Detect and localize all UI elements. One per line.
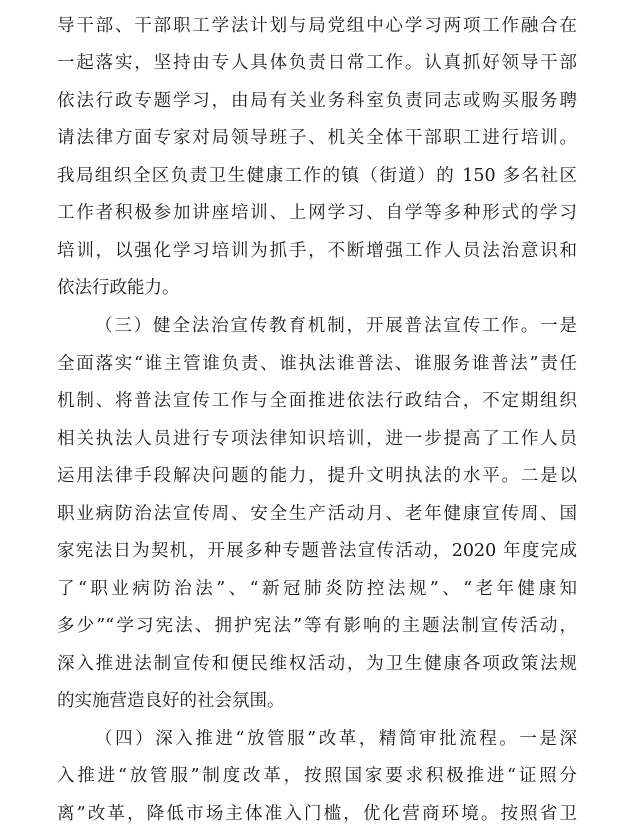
- text-line: 入推进“放管服”制度改革，按照国家要求积极推进“证照分: [57, 766, 577, 786]
- text-line: 工作者积极参加讲座培训、上网学习、自学等多种形式的学习: [57, 203, 577, 223]
- text-line: 我局组织全区负责卫生健康工作的镇（街道）的 150 多名社区: [57, 166, 577, 186]
- text-line: 深入推进法制宣传和便民维权活动，为卫生健康各项政策法规: [57, 654, 577, 674]
- paragraph-last-line: 依法行政能力。: [57, 278, 180, 298]
- section-heading-line: （四）深入推进“放管服”改革，精简审批流程。一是深: [95, 729, 577, 749]
- text-line: 一起落实，坚持由专人具体负责日常工作。认真抓好领导干部: [57, 53, 577, 73]
- text-line: 培训，以强化学习培训为抓手，不断增强工作人员法治意识和: [57, 241, 577, 261]
- text-line: 依法行政专题学习，由局有关业务科室负责同志或购买服务聘: [57, 91, 577, 111]
- text-line: 导干部、干部职工学法计划与局党组中心学习两项工作融合在: [57, 16, 577, 36]
- text-line: 相关执法人员进行专项法律知识培训，进一步提高了工作人员: [57, 429, 577, 449]
- text-line: 了“职业病防治法”、“新冠肺炎防控法规”、“老年健康知: [57, 579, 577, 599]
- text-line: 运用法律手段解决问题的能力，提升文明执法的水平。二是以: [57, 466, 577, 486]
- section-heading-line: （三）健全法治宣传教育机制，开展普法宣传工作。一是: [95, 316, 577, 336]
- text-line: 机制、将普法宣传工作与全面推进依法行政结合，不定期组织: [57, 391, 577, 411]
- text-line: 全面落实“谁主管谁负责、谁执法谁普法、谁服务谁普法”责任: [57, 354, 577, 374]
- text-line: 职业病防治法宣传周、安全生产活动月、老年健康宣传周、国: [57, 504, 577, 524]
- text-line: 多少”“学习宪法、拥护宪法”等有影响的主题法制宣传活动，: [57, 616, 577, 636]
- text-line: 离”改革，降低市场主体准入门槛，优化营商环境。按照省卫: [57, 804, 577, 824]
- text-line: 请法律方面专家对局领导班子、机关全体干部职工进行培训。: [57, 128, 577, 148]
- text-line: 家宪法日为契机，开展多种专题普法宣传活动，2020 年度完成: [57, 541, 577, 561]
- paragraph-last-line: 的实施营造良好的社会氛围。: [57, 691, 285, 711]
